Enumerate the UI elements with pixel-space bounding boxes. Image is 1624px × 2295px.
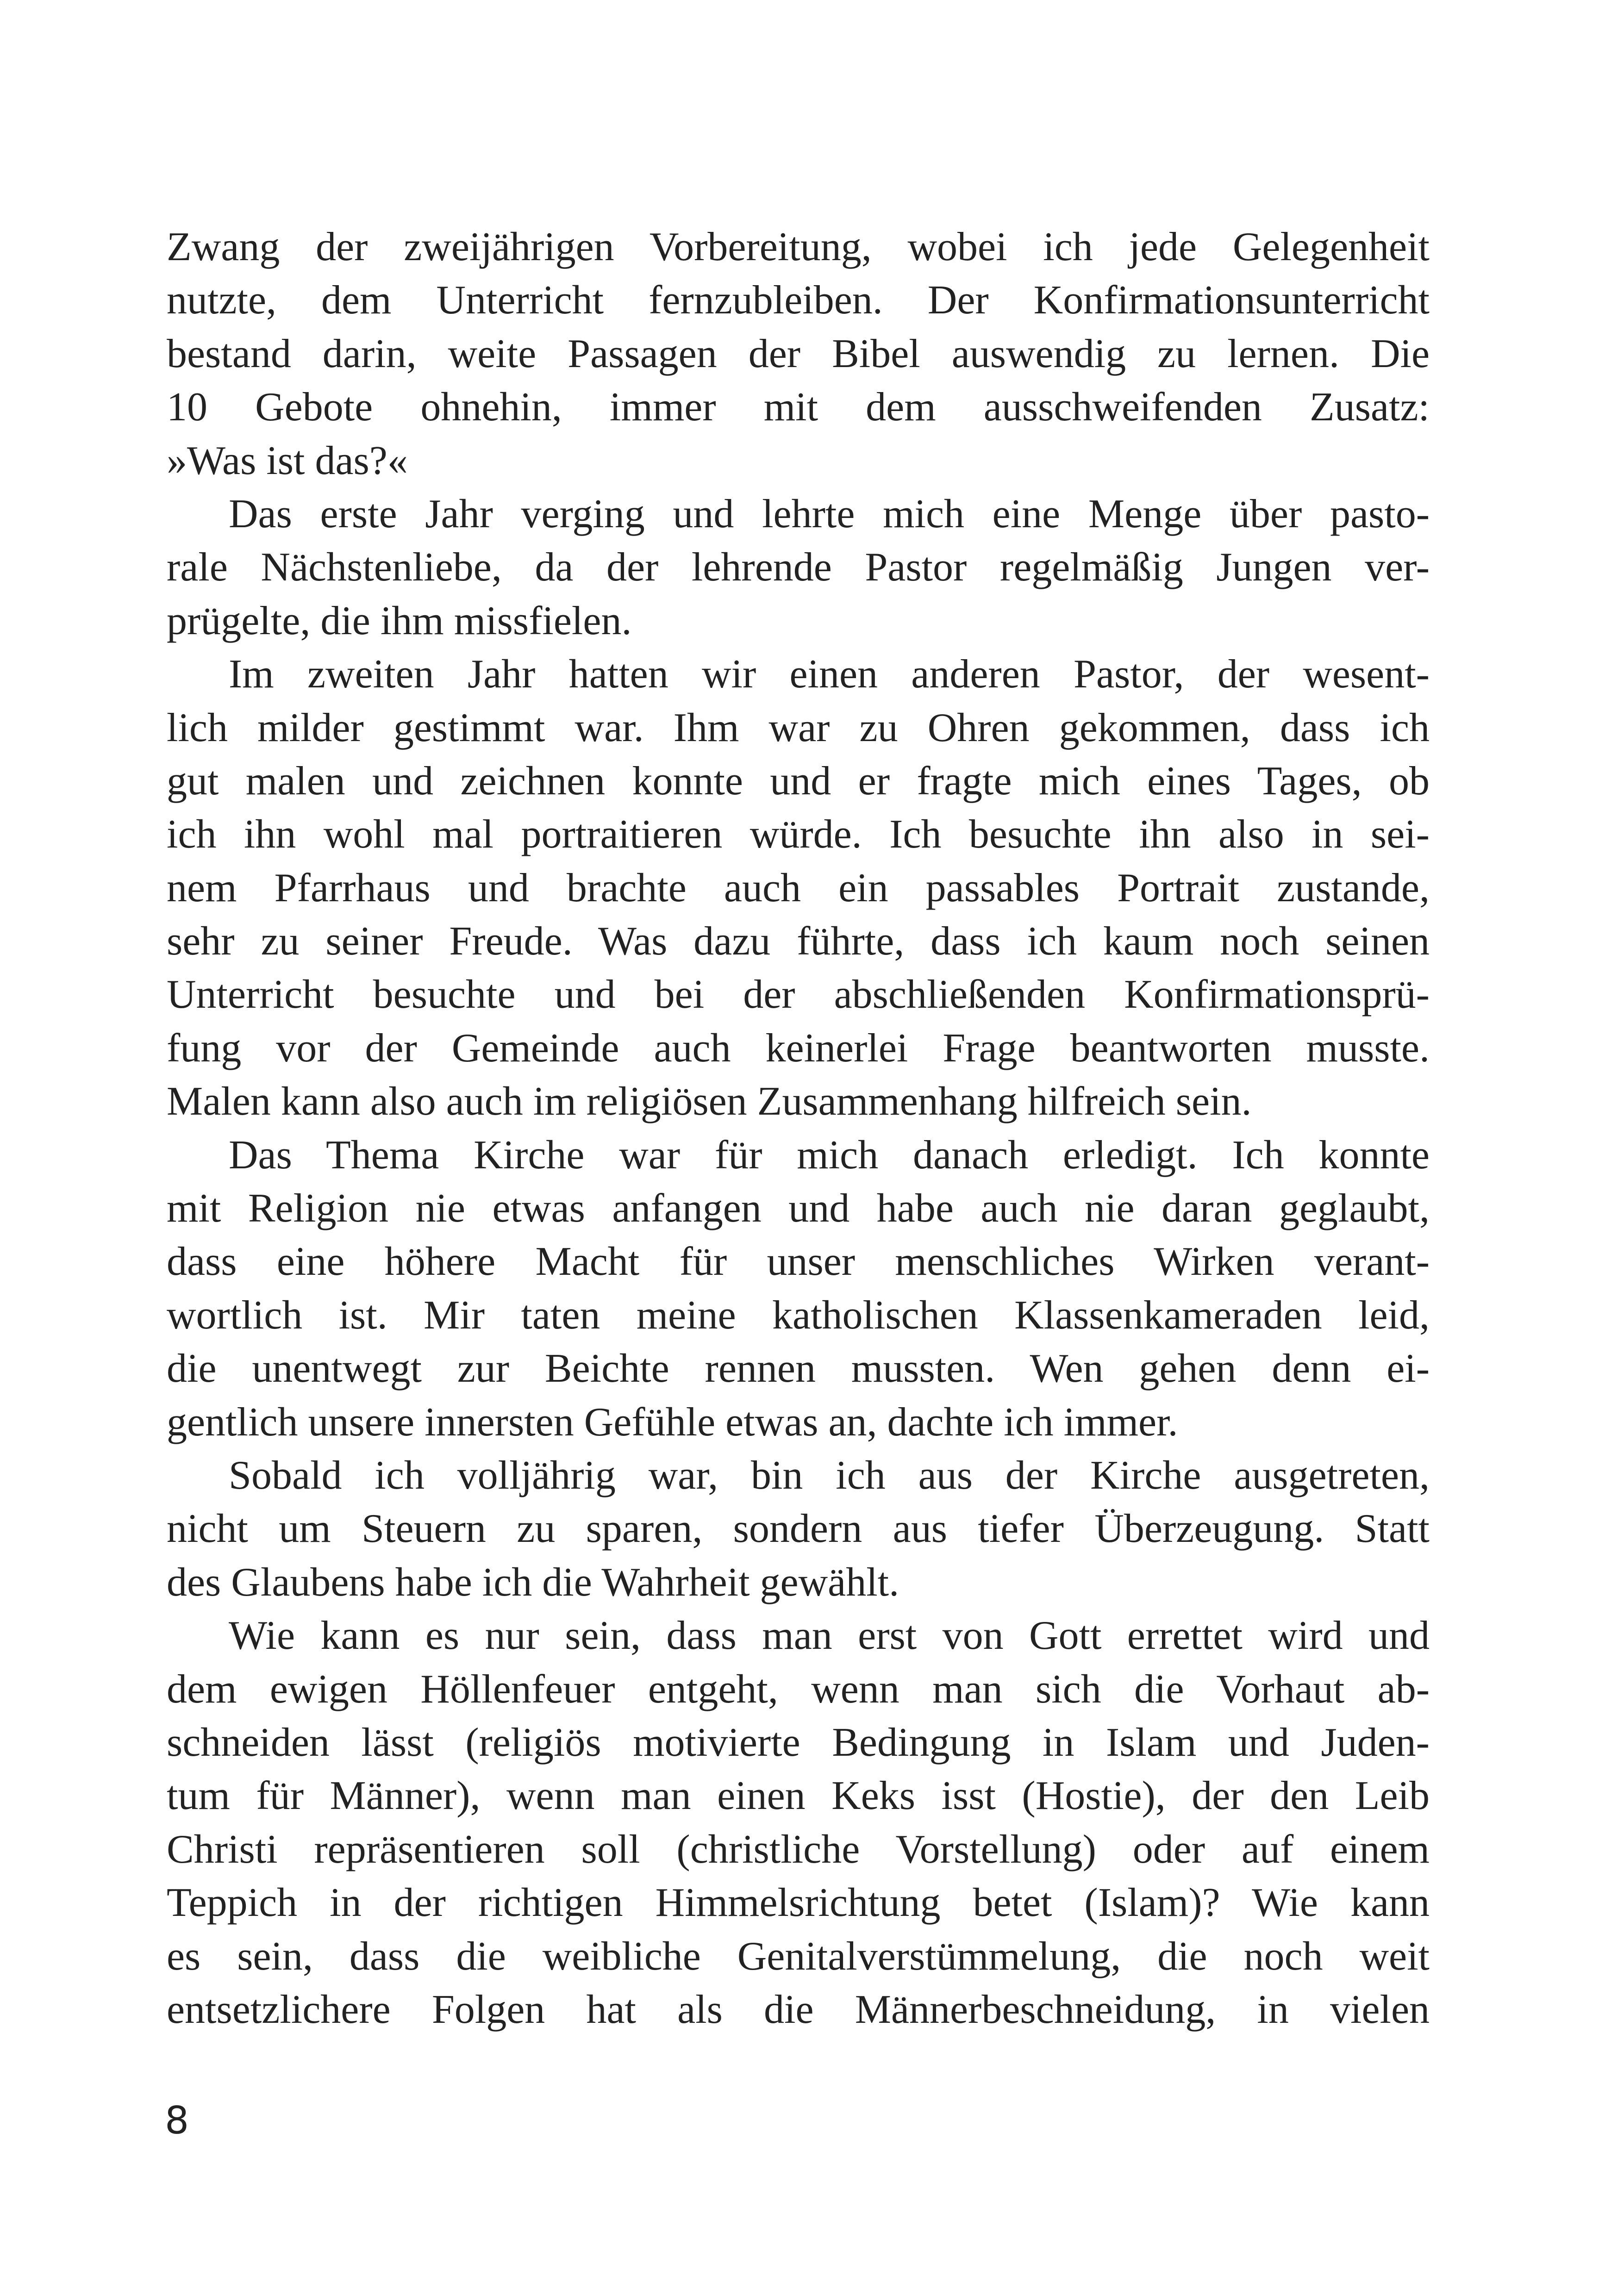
text-line: gut malen und zeichnen konnte und er fragte mich eines Tages, ob [167,758,1430,804]
paragraph [167,1609,1430,2036]
text-line: dass eine höhere Macht für unser menschliches Wirken verant- [167,1239,1430,1285]
text-line: »Was ist das?« [167,438,408,483]
text-line: wortlich ist. Mir taten meine katholischen Klassenkameraden leid, [167,1292,1430,1338]
text-line: Sobald ich volljährig war, bin ich aus der Kirche ausgetreten, [229,1453,1430,1498]
body-text [167,220,1430,2036]
text-line: rale Nächstenliebe, da der lehrende Pastor regelmäßig Jungen ver- [167,545,1430,590]
text-line: bestand darin, weite Passagen der Bibel auswendig zu lernen. Die [167,331,1430,376]
text-line: schneiden lässt (religiös motivierte Bedingung in Islam und Juden- [167,1720,1430,1765]
text-line: Im zweiten Jahr hatten wir einen anderen Pastor, der wesent- [229,652,1430,697]
text-line: Zwang der zweijährigen Vorbereitung, wobei ich jede Gelegenheit [167,225,1430,269]
text-line: nem Pfarrhaus und brachte auch ein passables Portrait zustande, [167,865,1430,911]
text-line: entsetzlichere Folgen hat als die Männerbeschneidung, in vielen [167,1987,1430,2032]
text-line: tum für Männer), wenn man einen Keks isst (Hostie), der den Leib [167,1773,1430,1819]
text-line: Das Thema Kirche war für mich danach erledigt. Ich konnte [229,1132,1430,1178]
paragraph [167,1129,1430,1449]
paragraph [167,220,1430,487]
text-line: mit Religion nie etwas anfangen und habe auch nie daran geglaubt, [167,1186,1430,1231]
text-line: des Glaubens habe ich die Wahrheit gewählt. [167,1559,899,1605]
paragraph [167,648,1430,1129]
text-line: Wie kann es nur sein, dass man erst von Gott errettet wird und [229,1613,1430,1659]
paragraph [167,487,1430,648]
text-line: Christi repräsentieren soll (christliche Vorstellung) oder auf einem [167,1827,1430,1872]
text-line: Unterricht besuchte und bei der abschließenden Konfirmationsprü- [167,972,1430,1017]
text-line: fung vor der Gemeinde auch keinerlei Frage beantworten musste. [167,1025,1430,1071]
text-line: nutzte, dem Unterricht fernzubleiben. Der Konfirmationsunterricht [167,278,1430,323]
paragraph [167,1449,1430,1609]
text-line: lich milder gestimmt war. Ihm war zu Ohren gekommen, dass ich [167,705,1430,750]
text-line: gentlich unsere innersten Gefühle etwas an, dachte ich immer. [167,1399,1178,1445]
page-number: 8 [165,2099,189,2143]
text-line: sehr zu seiner Freude. Was dazu führte, dass ich kaum noch seinen [167,919,1430,964]
text-line: nicht um Steuern zu sparen, sondern aus tiefer Überzeugung. Statt [167,1506,1430,1552]
text-line: Teppich in der richtigen Himmelsrichtung betet (Islam)? Wie kann [167,1880,1430,1926]
text-line: Das erste Jahr verging und lehrte mich eine Menge über pasto- [229,491,1430,536]
text-line: prügelte, die ihm missfielen. [167,598,632,643]
text-line: ich ihn wohl mal portraitieren würde. Ich besuchte ihn also in sei- [167,812,1430,857]
text-line: Malen kann also auch im religiösen Zusammenhang hilfreich sein. [167,1079,1252,1124]
text-line: dem ewigen Höllenfeuer entgeht, wenn man sich die Vorhaut ab- [167,1666,1430,1712]
text-line: 10 Gebote ohnehin, immer mit dem ausschweifenden Zusatz: [167,385,1430,430]
text-line: es sein, dass die weibliche Genitalverstümmelung, die noch weit [167,1933,1430,1979]
text-line: die unentwegt zur Beichte rennen mussten. Wen gehen denn ei- [167,1346,1430,1391]
